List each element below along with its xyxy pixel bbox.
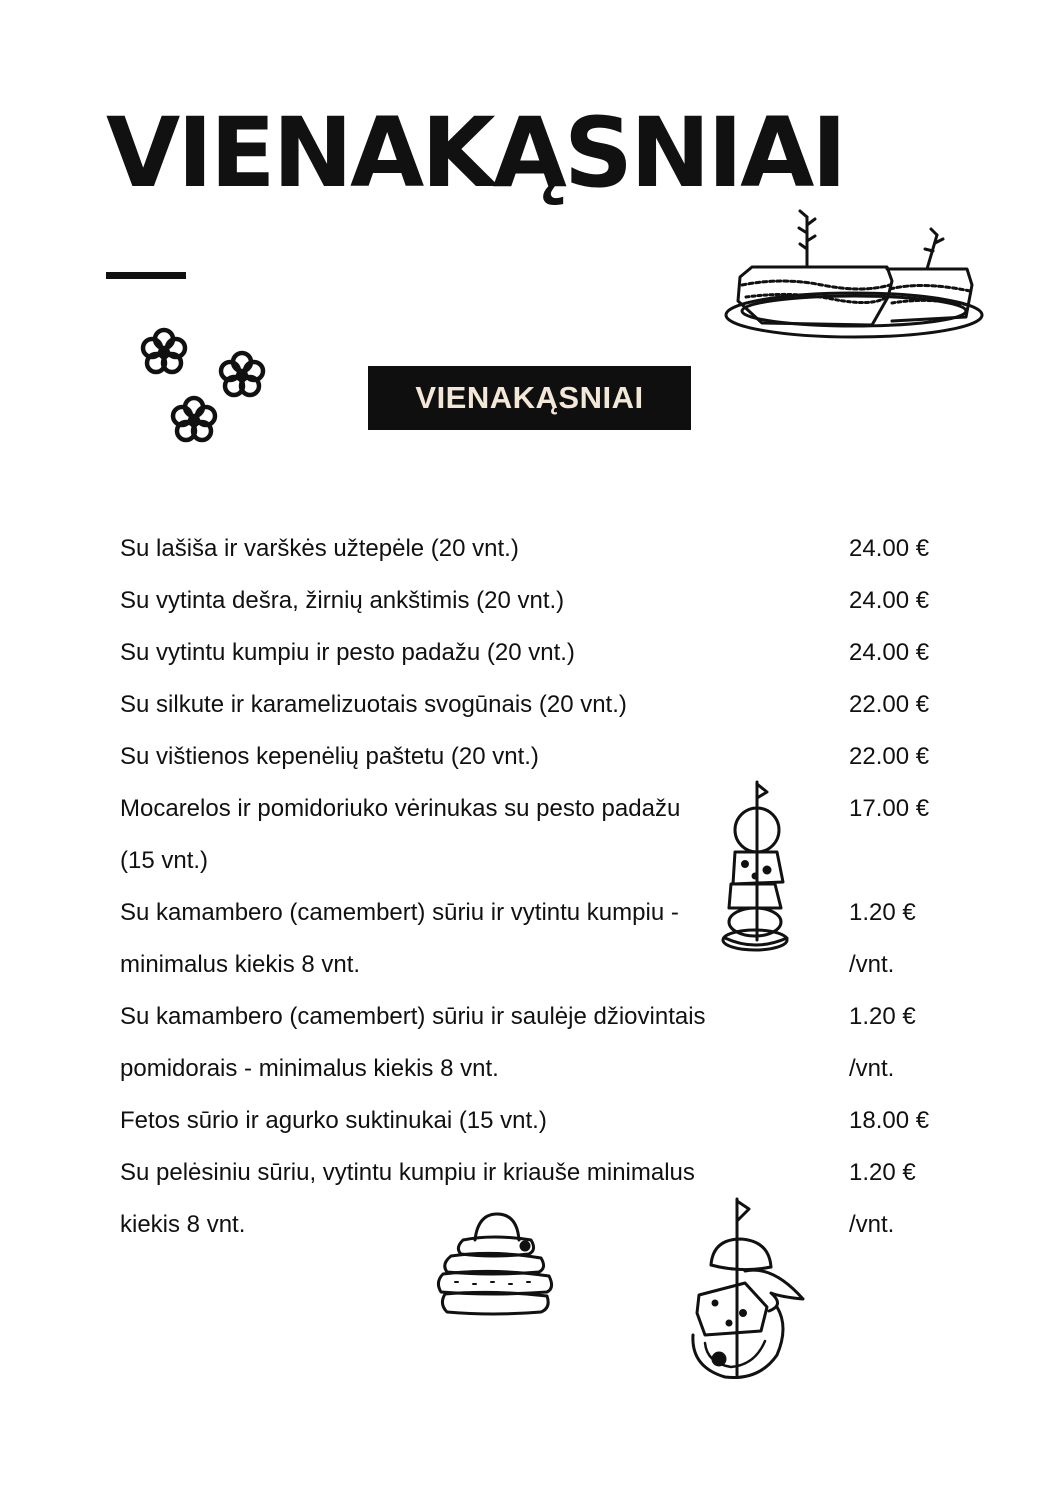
section-header [368, 366, 691, 430]
menu-item-price: 22.00 € [849, 691, 930, 718]
menu-item [120, 1095, 960, 1147]
menu-item-name: Su lašiša ir varškės užtepėle (20 vnt.) [120, 535, 519, 562]
menu-item-price: 1.20 € /vnt. [849, 1003, 916, 1082]
menu-item [120, 991, 960, 1095]
skewer-icon [685, 1195, 810, 1390]
menu-item-price: 1.20 € /vnt. [849, 899, 916, 978]
menu-item-name: Su kamambero (camembert) sūriu ir vytintu kumpiu - minimalus kiekis 8 vnt. [120, 899, 679, 978]
page-title: VIENAKĄSNIAI [106, 97, 845, 209]
sandwich-plate-icon [722, 205, 992, 355]
section-label: VIENAKĄSNIAI [415, 380, 644, 415]
menu-item-price: 17.00 € [849, 795, 930, 822]
menu-item-price: 24.00 € [849, 587, 930, 614]
menu-item [120, 575, 960, 627]
menu-item-name: Su vytinta dešra, žirnių ankštimis (20 vnt.) [120, 587, 565, 614]
menu-item [120, 731, 960, 783]
menu-item-name: Su pelėsiniu sūriu, vytintu kumpiu ir kriauše minimalus kiekis 8 vnt. [120, 1159, 695, 1238]
menu-item-name: Su vytintu kumpiu ir pesto padažu (20 vnt.) [120, 639, 575, 666]
menu-list [120, 523, 960, 1251]
canape-stack-icon [433, 1210, 558, 1320]
menu-item-name: Su kamambero (camembert) sūriu ir saulėje džiovintais pomidorais - minimalus kiekis 8 vnt. [120, 1003, 706, 1082]
menu-item [120, 523, 960, 575]
menu-item-price: 18.00 € [849, 1107, 930, 1134]
menu-item [120, 679, 960, 731]
menu-item-price: 24.00 € [849, 639, 930, 666]
menu-item [120, 627, 960, 679]
menu-item-name: Su silkute ir karamelizuotais svogūnais (20 vnt.) [120, 691, 627, 718]
menu-item-price: 1.20 € /vnt. [849, 1159, 916, 1238]
title-underline [106, 272, 186, 279]
menu-item [120, 887, 960, 991]
menu-item-name: Fetos sūrio ir agurko suktinukai (15 vnt.) [120, 1107, 547, 1134]
menu-item-name: Su vištienos kepenėlių paštetu (20 vnt.) [120, 743, 539, 770]
menu-item-price: 24.00 € [849, 535, 930, 562]
menu-item [120, 783, 960, 887]
menu-item-name: Mocarelos ir pomidoriuko vėrinukas su pesto padažu (15 vnt.) [120, 795, 681, 874]
menu-item-price: 22.00 € [849, 743, 930, 770]
flowers-icon [134, 320, 284, 455]
